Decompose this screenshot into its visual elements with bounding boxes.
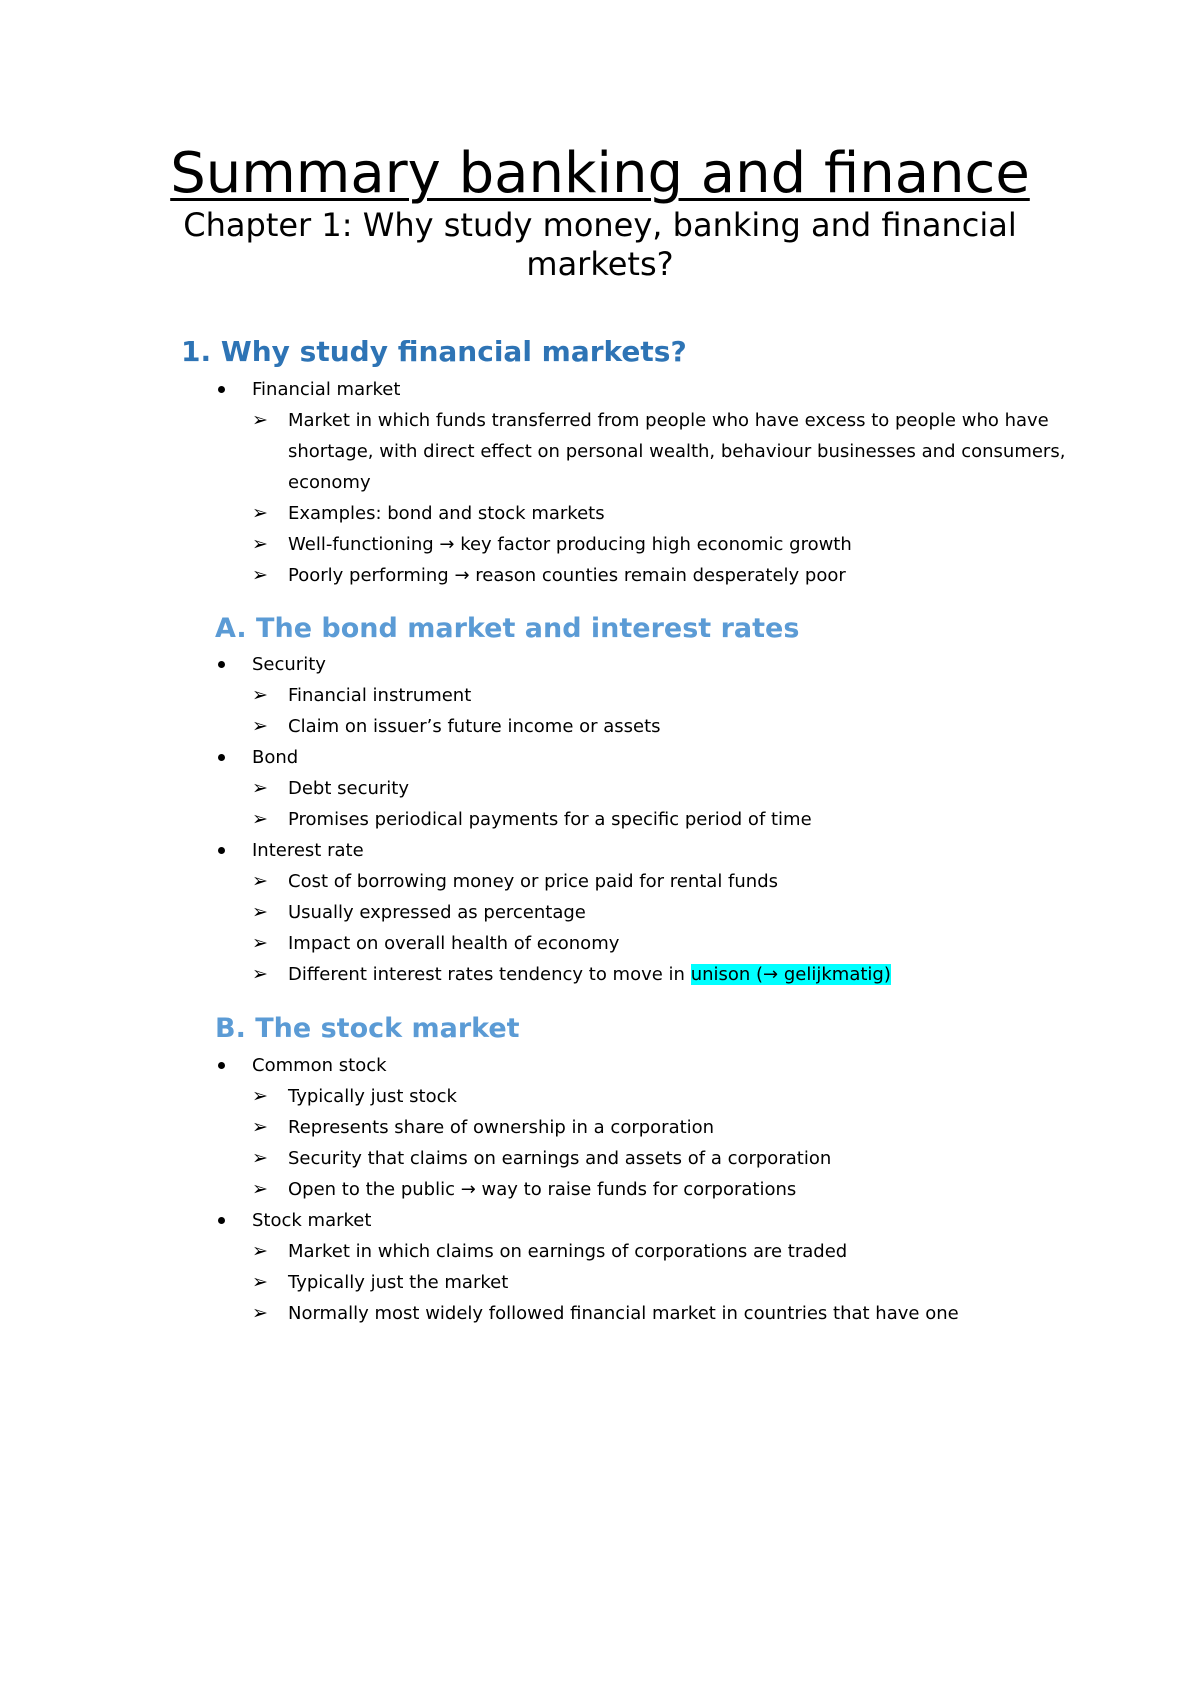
bullet-icon — [218, 386, 225, 393]
sublist-item: ➢ Typically just stock — [252, 1081, 1094, 1112]
arrowhead-icon: ➢ — [252, 932, 268, 954]
sublist-item: ➢ Debt security — [252, 773, 1094, 804]
list-item: Common stock ➢ Typically just stock ➢ Represents share of ownership in a corporation ➢ Security that claims on earnings and assets of a corporation ➢ Open to the public → way to raise funds for corporations — [214, 1050, 1094, 1205]
bullet-icon — [218, 754, 225, 761]
arrowhead-icon: ➢ — [252, 870, 268, 892]
section-heading-why-study: 1. Why study financial markets? — [181, 335, 687, 368]
arrowhead-icon: ➢ — [252, 901, 268, 923]
highlighted-text: unison (→ gelijkmatig) — [690, 964, 891, 985]
sublist — [252, 1081, 1094, 1205]
arrowhead-icon: ➢ — [252, 1302, 268, 1324]
sublist-item: ➢ Market in which claims on earnings of corporations are traded — [252, 1236, 1094, 1267]
sublist-item: ➢ Usually expressed as percentage — [252, 897, 1094, 928]
sublist-item: ➢ Open to the public → way to raise funds for corporations — [252, 1174, 1094, 1205]
arrowhead-icon: ➢ — [252, 808, 268, 830]
bullet-icon — [218, 661, 225, 668]
sublist-item: ➢ Poorly performing → reason counties remain desperately poor — [252, 560, 1094, 591]
sublist-item: ➢ Claim on issuer’s future income or assets — [252, 711, 1094, 742]
sublist-item: ➢ Well-functioning → key factor producing high economic growth — [252, 529, 1094, 560]
sublist — [252, 866, 1094, 990]
sublist-item: ➢ Security that claims on earnings and assets of a corporation — [252, 1143, 1094, 1174]
section-heading-stock-market: B. The stock market — [215, 1013, 520, 1044]
bullet-icon — [218, 1062, 225, 1069]
sublist — [252, 773, 1094, 835]
arrowhead-icon: ➢ — [252, 715, 268, 737]
arrowhead-icon: ➢ — [252, 502, 268, 524]
arrowhead-icon: ➢ — [252, 1240, 268, 1262]
chapter-subtitle: Chapter 1: Why study money, banking and financial markets? — [183, 206, 1017, 283]
sublist — [252, 680, 1094, 742]
arrowhead-icon: ➢ — [252, 1178, 268, 1200]
list-item-label: Financial market — [252, 379, 401, 400]
arrowhead-icon: ➢ — [252, 1116, 268, 1138]
sublist-item: ➢ Represents share of ownership in a corporation — [252, 1112, 1094, 1143]
sublist-item: ➢ Market in which funds transferred from people who have excess to people who have shortage, with direct effect on personal wealth, behaviour businesses and consumers, economy — [252, 405, 1094, 498]
sublist-item: ➢ Cost of borrowing money or price paid for rental funds — [252, 866, 1094, 897]
list-item: Interest rate ➢ Cost of borrowing money or price paid for rental funds ➢ Usually expressed as percentage ➢ Impact on overall health of economy ➢ Different interest rates tendency to move in unison (→ gelijkmatig) — [214, 835, 1094, 990]
arrowhead-icon: ➢ — [252, 1147, 268, 1169]
list-item: Bond ➢ Debt security ➢ Promises periodical payments for a specific period of time — [214, 742, 1094, 835]
arrowhead-icon: ➢ — [252, 777, 268, 799]
sublist-item: ➢ Promises periodical payments for a specific period of time — [252, 804, 1094, 835]
sublist — [252, 1236, 1094, 1329]
sublist-item: ➢ Typically just the market — [252, 1267, 1094, 1298]
arrowhead-icon: ➢ — [252, 564, 268, 586]
sectionA-list — [214, 649, 1094, 990]
sectionB-list — [214, 1050, 1094, 1329]
sublist-item: ➢ Impact on overall health of economy — [252, 928, 1094, 959]
list-item — [214, 374, 1094, 591]
sublist-item: ➢ Financial instrument — [252, 680, 1094, 711]
list-item: Stock market ➢ Market in which claims on earnings of corporations are traded ➢ Typically just the market ➢ Normally most widely followed financial market in countries that have one — [214, 1205, 1094, 1329]
arrowhead-icon: ➢ — [252, 409, 268, 431]
bullet-icon — [218, 847, 225, 854]
arrowhead-icon: ➢ — [252, 533, 268, 555]
arrowhead-icon: ➢ — [252, 684, 268, 706]
arrowhead-icon: ➢ — [252, 1271, 268, 1293]
section-heading-bond-market: A. The bond market and interest rates — [215, 613, 800, 644]
section1-list — [214, 374, 1094, 591]
sublist-item: ➢ Normally most widely followed financial market in countries that have one — [252, 1298, 1094, 1329]
list-item: Security ➢ Financial instrument ➢ Claim on issuer’s future income or assets — [214, 649, 1094, 742]
sublist — [252, 405, 1094, 591]
bullet-icon — [218, 1217, 225, 1224]
document-title: Summary banking and finance — [170, 141, 1030, 206]
sublist-item: ➢ Examples: bond and stock markets — [252, 498, 1094, 529]
arrowhead-icon: ➢ — [252, 1085, 268, 1107]
sublist-item: ➢ Different interest rates tendency to move in unison (→ gelijkmatig) — [252, 959, 1094, 990]
arrowhead-icon: ➢ — [252, 963, 268, 985]
